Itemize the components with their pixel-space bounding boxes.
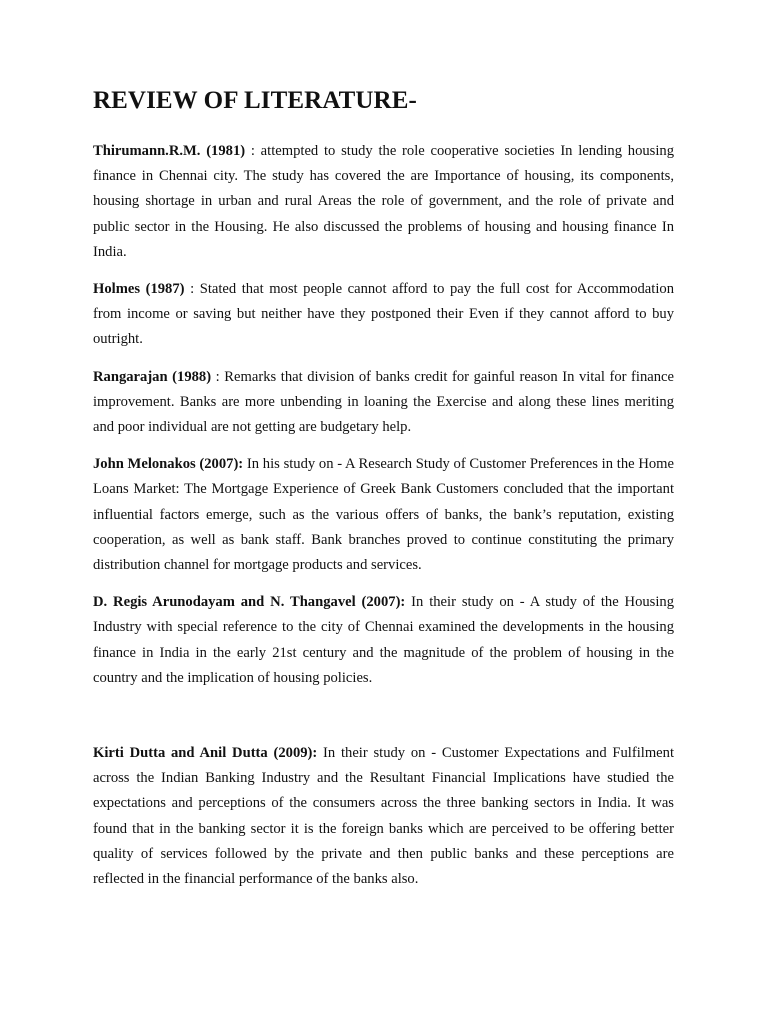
entry-text: : Remarks that division of banks credit for gainful reason In vital for finance improvement. Banks are more unbending in loaning the Exercise and along these lines meriting and poor individual are not getting are budgetary help.	[93, 368, 675, 436]
entry-text: In their study on - Customer Expectations and Fulfilment across the Indian Banking Industry and the Resultant Financial Implications have studied the expectations and perceptions of the consumers across the three banking sectors in India. It was found that in the banking sector it is the foreign banks which are perceived to be offering better quality of services followed by the private and then public banks and these perceptions are reflected in the financial performance of the banks also.	[93, 745, 675, 888]
page-title: REVIEW OF LITERATURE-	[93, 87, 417, 114]
entry-author: Rangarajan (1988)	[93, 368, 212, 385]
document-page	[93, 86, 674, 904]
entry-author: D. Regis Arunodayam and N. Thangavel (2007):	[93, 594, 406, 611]
entry-author: Thirumann.R.M. (1981)	[93, 143, 246, 159]
literature-entry-thirumann	[93, 139, 674, 265]
literature-entry-arunodayam	[93, 590, 674, 691]
entry-text: In his study on - A Research Study of Customer Preferences in the Home Loans Market: The Mortgage Experience of Greek Bank Customers concluded that the important influential factors emerge, such as the various offers of banks, the bank’s reputation, existing cooperation, as well as bank staff. Bank branches proved to continue constituting the primary distribution channel for mortgage products and services.	[93, 456, 674, 574]
entry-author: Kirti Dutta and Anil Dutta (2009):	[93, 745, 318, 762]
blank-space	[93, 703, 674, 741]
entry-text: : attempted to study the role cooperative societies In lending housing finance in Chennai city. The study has covered the are Importance of housing, its components, housing shortage in urban and rural Areas the role of government, and the role of private and public sector in the Housing. He also discussed the problems of housing and housing finance In India.	[93, 143, 674, 260]
entry-author: Holmes (1987)	[93, 281, 185, 298]
entry-author: John Melonakos (2007):	[93, 456, 244, 473]
literature-entry-rangarajan	[93, 365, 674, 441]
entry-text: : Stated that most people cannot afford to pay the full cost for Accommodation from income or saving but neither have they postponed their Even if they cannot afford to buy outright.	[93, 281, 674, 348]
literature-entry-melonakos	[93, 452, 674, 578]
entry-text: In their study on - A study of the Housing Industry with special reference to the city of Chennai examined the developments in the housing finance in India in the early 21st century and the magnitude of the problem of housing in the country and the implication of housing policies.	[93, 594, 675, 686]
literature-entry-dutta	[93, 741, 674, 892]
literature-entry-holmes	[93, 277, 674, 353]
